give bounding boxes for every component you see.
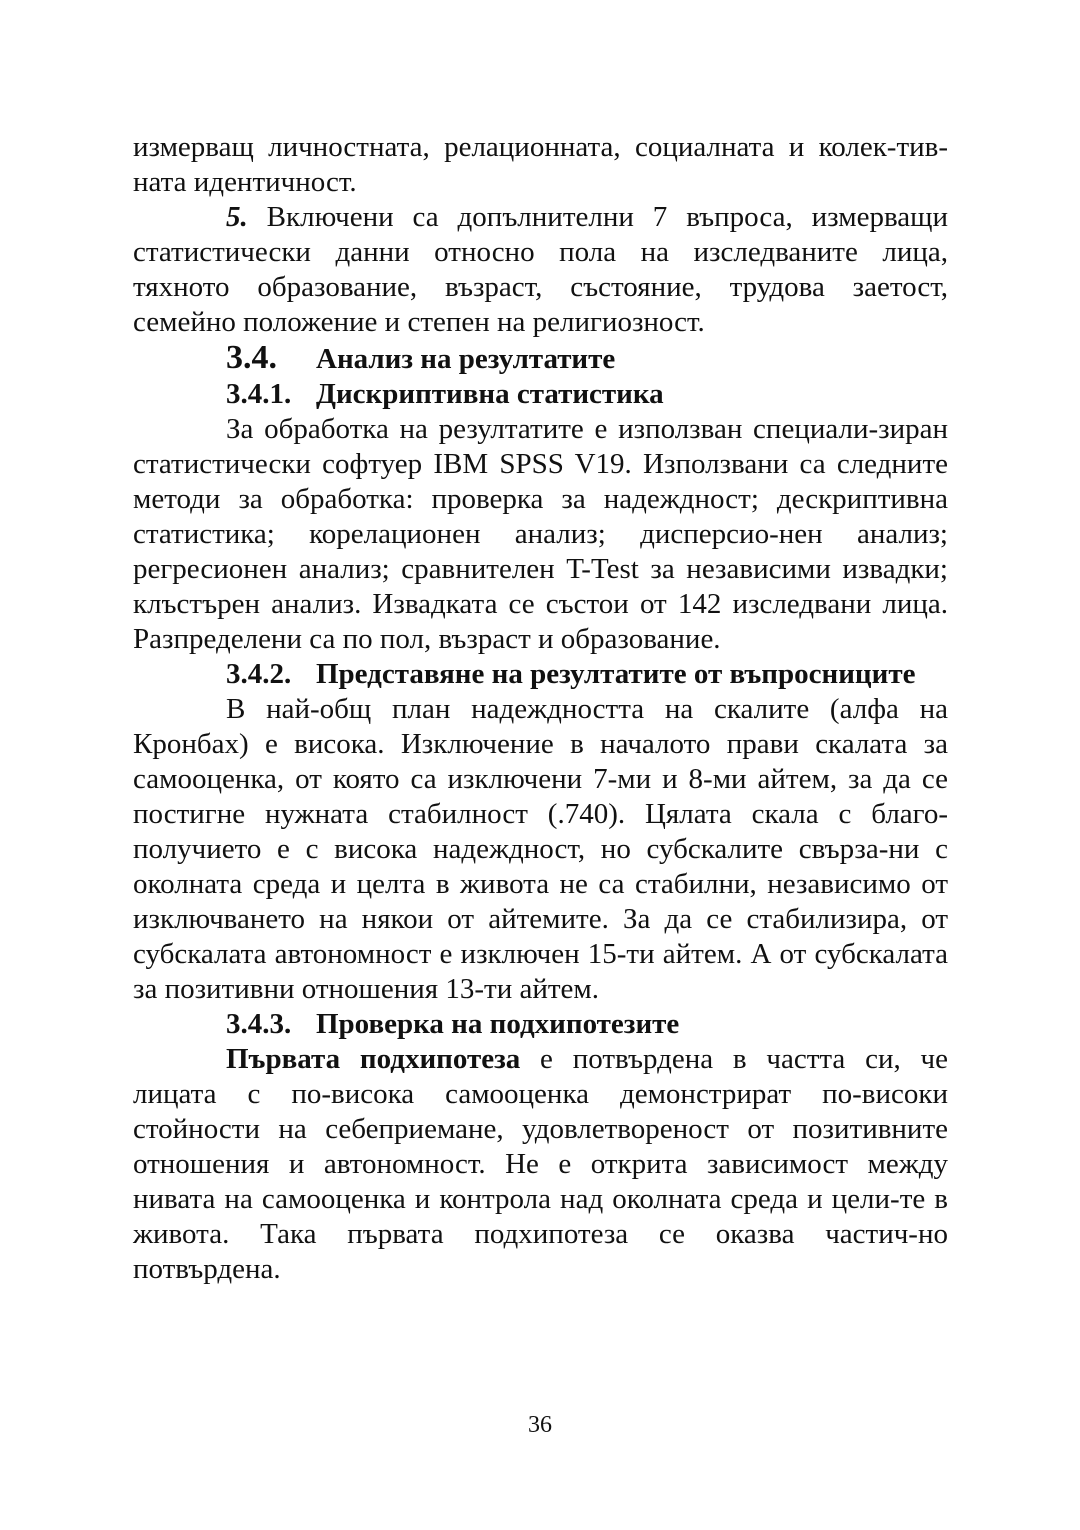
paragraph-text: За обработка на резултатите е използван специали-зиран статистически софтуер IBM SPSS V19. Използвани са следните методи за обработка: проверка за надеждност; дескриптивна статистика; корелационен анализ; дисперсио-нен анализ; регресионен анализ; сравнителен T-Test за независими извадки; клъстърен анализ. Извадката се състои от 142 изследвани лица. Разпределени са по пол, възраст и образование. [133, 413, 948, 655]
heading-title: Дискриптивна статистика [316, 378, 664, 410]
paragraph-text: Включени са допълнителни 7 въпроса, измерващи статистически данни относно пола на изследваните лица, тяхното образование, възраст, състояние, трудова заетост, семейно положение и степен на религиозност. [133, 201, 948, 338]
paragraph-first-subhypothesis [133, 1042, 948, 1287]
section-heading-3-4 [133, 340, 948, 377]
heading-title: Представяне на резултатите от въпросниците [316, 658, 916, 690]
paragraph-text: В най-общ план надеждността на скалите (алфа на Кронбах) е висока. Изключение в началото прави скалата за самооценка, от която са изключени 7-ми и 8-ми айтем, за да се постигне нужната стабилност (.740). Цялата скала с благо-получието е с висока надеждност, но субскалите свърза-ни с околната среда и целта в живота не са стабилни, независимо от изключването на някои от айтемите. За да се стабилизира, от субскалата автономност е изключен 15-ти айтем. А от субскалата за позитивни отношения 13-ти айтем. [133, 693, 948, 1005]
paragraph-text: измерващ личностната, релационната, социалната и колек-тив-ната идентичност. [133, 131, 948, 198]
section-heading-3-4-1 [133, 377, 948, 412]
page-text [133, 130, 948, 1287]
section-heading-3-4-3 [133, 1007, 948, 1042]
bold-term: Първата подхипотеза [226, 1043, 521, 1075]
paragraph-methods [133, 412, 948, 657]
heading-title: Проверка на подхипотезите [316, 1008, 680, 1040]
heading-number: 3.4.1. [226, 378, 292, 410]
heading-number: 3.4.3. [226, 1008, 292, 1040]
item-number: 5. [226, 201, 248, 233]
paragraph-additional-questions [133, 200, 948, 340]
heading-title: Анализ на резултатите [316, 343, 616, 375]
paragraph-identity-continuation [133, 130, 948, 200]
section-heading-3-4-2 [133, 657, 948, 692]
paragraph-text: е потвърдена в частта си, че лицата с по-висока самооценка демонстрират по-високи стойности на себеприемане, удовлетвореност от позитивните отношения и автономност. Не е открита зависимост между нивата на самооценка и контрола над околната среда и цели-те в живота. Така първата подхипотеза се оказва частич-но потвърдена. [133, 1043, 948, 1285]
heading-number: 3.4.2. [226, 658, 292, 690]
paragraph-reliability [133, 692, 948, 1007]
heading-number: 3.4. [226, 339, 277, 376]
page-number: 36 [528, 1412, 552, 1438]
